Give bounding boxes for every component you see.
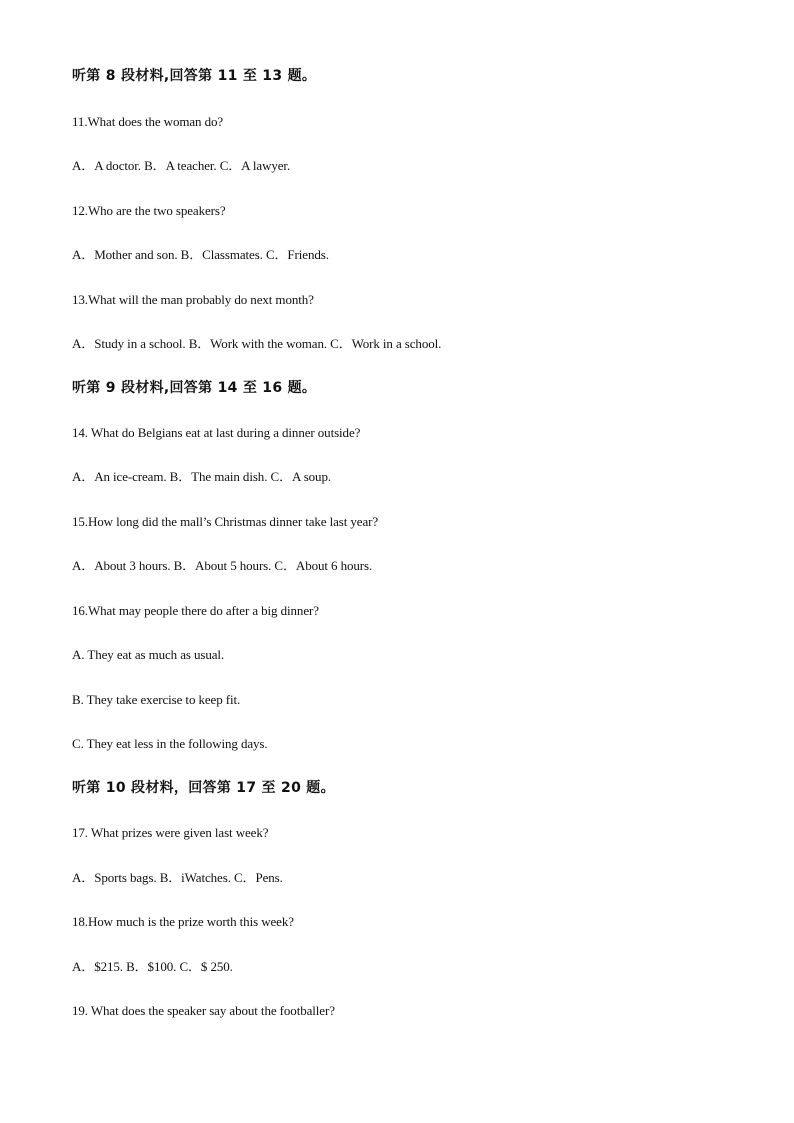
question-16: 16.What may people there do after a big dinner? [72, 603, 319, 618]
section-heading-9: 听第 9 段材料,回答第 14 至 16 题。 [72, 380, 317, 396]
question-13-options: A．Study in a school. B．Work with the woman. C．Work in a school. [72, 336, 442, 351]
question-11-options: A．A doctor. B．A teacher. C．A lawyer. [72, 158, 291, 173]
section-heading-8: 听第 8 段材料,回答第 11 至 13 题。 [72, 68, 317, 84]
question-18-options: A．$215. B．$100. C．$ 250. [72, 959, 233, 974]
question-19: 19. What does the speaker say about the footballer? [72, 1003, 335, 1018]
question-11: 11.What does the woman do? [72, 114, 224, 129]
question-16-option-a: A. They eat as much as usual. [72, 647, 225, 662]
question-16-option-c: C. They eat less in the following days. [72, 736, 268, 751]
question-17-options: A．Sports bags. B．iWatches. C．Pens. [72, 870, 283, 885]
question-12: 12.Who are the two speakers? [72, 203, 226, 218]
question-14-options: A．An ice-cream. B．The main dish. C．A soup. [72, 469, 332, 484]
question-14: 14. What do Belgians eat at last during a dinner outside? [72, 425, 361, 440]
section-heading-10: 听第 10 段材料，回答第 17 至 20 题。 [72, 780, 335, 796]
question-15: 15.How long did the mall’s Christmas dinner take last year? [72, 514, 379, 529]
question-18: 18.How much is the prize worth this week? [72, 914, 294, 929]
question-15-options: A．About 3 hours. B．About 5 hours. C．About 6 hours. [72, 558, 373, 573]
question-16-option-b: B. They take exercise to keep fit. [72, 692, 241, 707]
question-17: 17. What prizes were given last week? [72, 825, 269, 840]
question-12-options: A．Mother and son. B．Classmates. C．Friends. [72, 247, 329, 262]
question-13: 13.What will the man probably do next month? [72, 292, 314, 307]
